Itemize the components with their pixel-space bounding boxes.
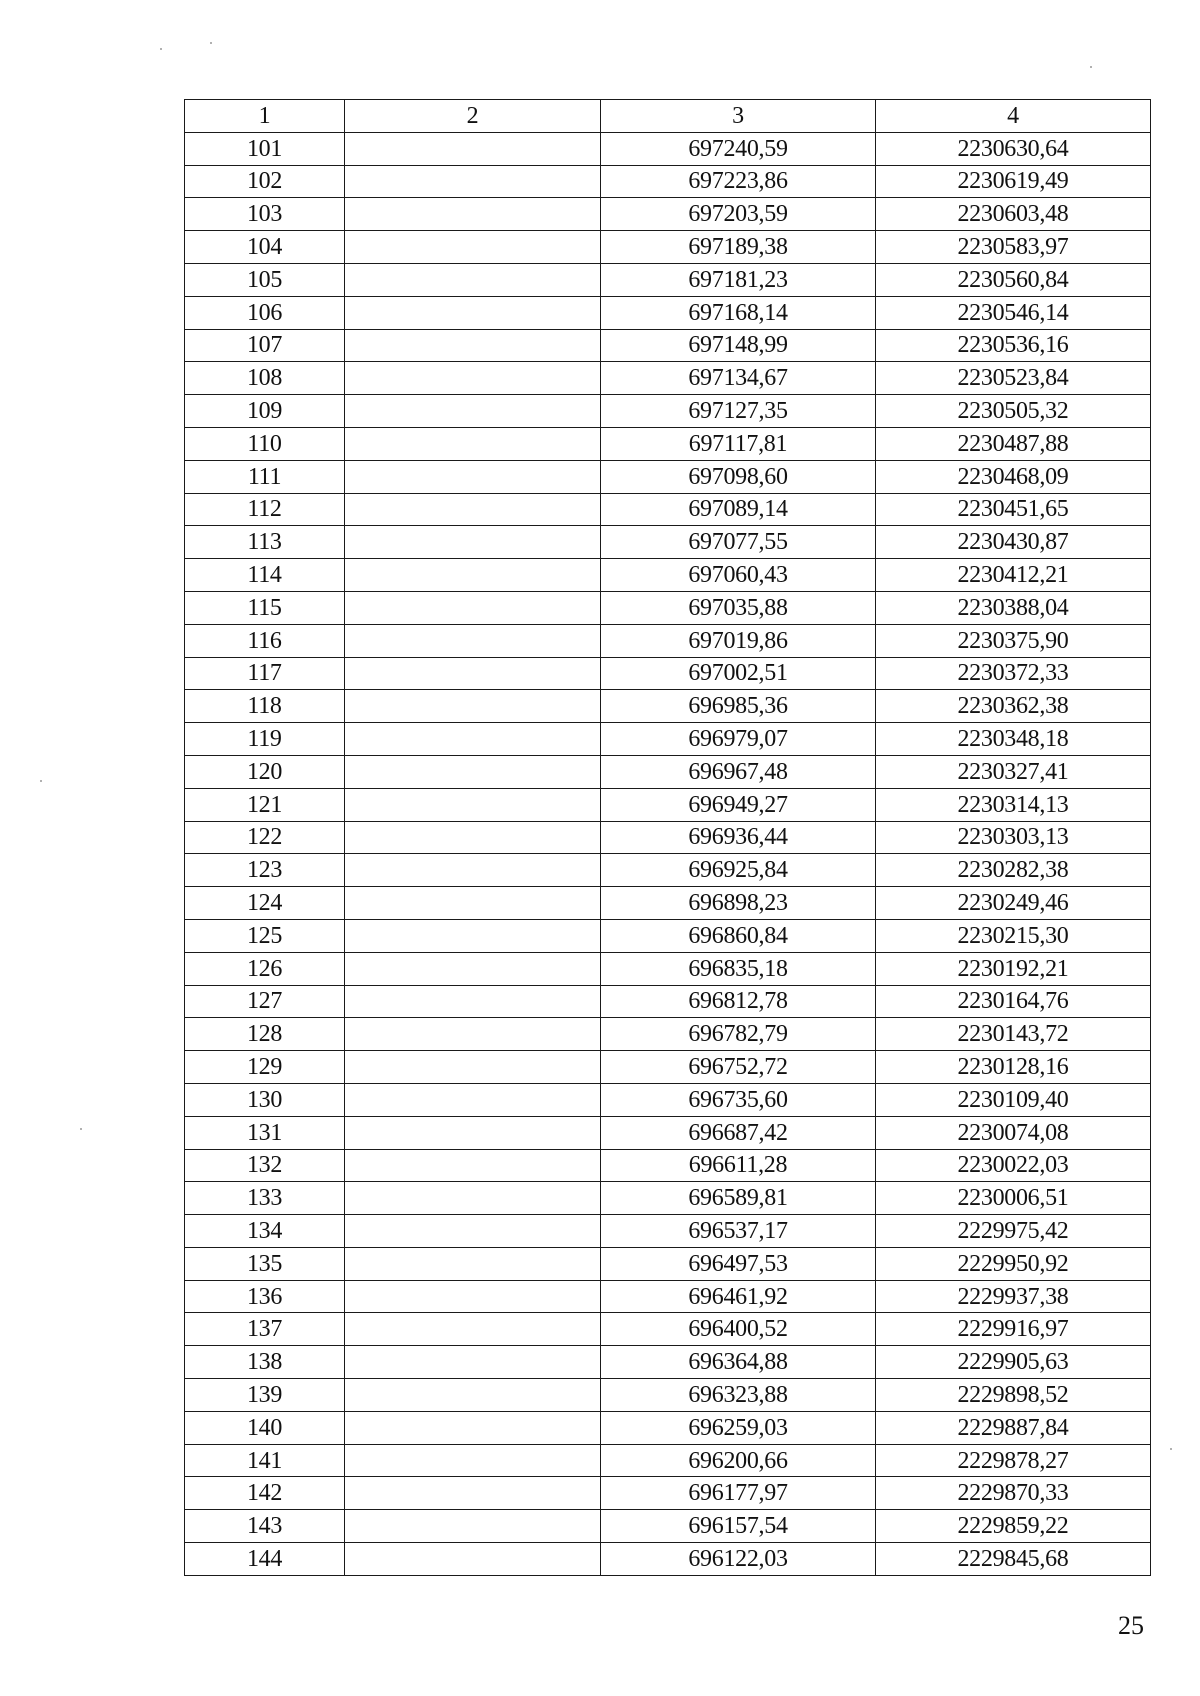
coordinate-x-cell: 697060,43 xyxy=(601,559,876,592)
point-number-cell: 107 xyxy=(185,329,345,362)
coordinate-y-cell: 2229905,63 xyxy=(876,1346,1151,1379)
coordinate-x-cell: 696752,72 xyxy=(601,1051,876,1084)
point-number-cell: 130 xyxy=(185,1083,345,1116)
table-row xyxy=(185,427,1151,460)
coordinate-y-cell: 2229916,97 xyxy=(876,1313,1151,1346)
table-row xyxy=(185,559,1151,592)
point-number-cell: 106 xyxy=(185,296,345,329)
coordinate-y-cell: 2230505,32 xyxy=(876,395,1151,428)
coordinate-x-cell: 696936,44 xyxy=(601,821,876,854)
description-cell xyxy=(345,1313,601,1346)
point-number-cell: 142 xyxy=(185,1477,345,1510)
column-header-4: 4 xyxy=(876,100,1151,133)
table-row xyxy=(185,821,1151,854)
table-row xyxy=(185,493,1151,526)
coordinate-x-cell: 697168,14 xyxy=(601,296,876,329)
coordinate-y-cell: 2230468,09 xyxy=(876,460,1151,493)
point-number-cell: 137 xyxy=(185,1313,345,1346)
table-row xyxy=(185,1116,1151,1149)
coordinate-y-cell: 2230451,65 xyxy=(876,493,1151,526)
description-cell xyxy=(345,854,601,887)
coordinate-y-cell: 2230128,16 xyxy=(876,1051,1151,1084)
coordinate-y-cell: 2230074,08 xyxy=(876,1116,1151,1149)
table-row xyxy=(185,591,1151,624)
coordinate-x-cell: 697117,81 xyxy=(601,427,876,460)
coordinate-x-cell: 696364,88 xyxy=(601,1346,876,1379)
point-number-cell: 113 xyxy=(185,526,345,559)
scan-speck xyxy=(160,48,162,50)
point-number-cell: 112 xyxy=(185,493,345,526)
coordinate-y-cell: 2230523,84 xyxy=(876,362,1151,395)
coordinate-y-cell: 2230362,38 xyxy=(876,690,1151,723)
coordinate-x-cell: 697127,35 xyxy=(601,395,876,428)
coordinate-y-cell: 2230619,49 xyxy=(876,165,1151,198)
point-number-cell: 104 xyxy=(185,231,345,264)
table-row xyxy=(185,723,1151,756)
scan-speck xyxy=(40,780,42,782)
coordinate-x-cell: 696611,28 xyxy=(601,1149,876,1182)
scan-speck xyxy=(210,42,212,44)
coordinate-x-cell: 697019,86 xyxy=(601,624,876,657)
coordinate-y-cell: 2230603,48 xyxy=(876,198,1151,231)
coordinate-x-cell: 696898,23 xyxy=(601,887,876,920)
description-cell xyxy=(345,1444,601,1477)
point-number-cell: 128 xyxy=(185,1018,345,1051)
table-row xyxy=(185,231,1151,264)
coordinate-x-cell: 697077,55 xyxy=(601,526,876,559)
coordinate-x-cell: 696735,60 xyxy=(601,1083,876,1116)
coordinate-x-cell: 697203,59 xyxy=(601,198,876,231)
point-number-cell: 132 xyxy=(185,1149,345,1182)
description-cell xyxy=(345,887,601,920)
description-cell xyxy=(345,1510,601,1543)
description-cell xyxy=(345,395,601,428)
coordinate-x-cell: 696860,84 xyxy=(601,919,876,952)
table-row xyxy=(185,1280,1151,1313)
description-cell xyxy=(345,755,601,788)
point-number-cell: 110 xyxy=(185,427,345,460)
coordinate-y-cell: 2230487,88 xyxy=(876,427,1151,460)
point-number-cell: 101 xyxy=(185,132,345,165)
description-cell xyxy=(345,460,601,493)
table-row xyxy=(185,1247,1151,1280)
table-row xyxy=(185,1444,1151,1477)
description-cell xyxy=(345,919,601,952)
coordinate-x-cell: 696177,97 xyxy=(601,1477,876,1510)
coordinate-x-cell: 696157,54 xyxy=(601,1510,876,1543)
coordinate-x-cell: 696497,53 xyxy=(601,1247,876,1280)
description-cell xyxy=(345,132,601,165)
description-cell xyxy=(345,591,601,624)
table-row xyxy=(185,165,1151,198)
coordinate-x-cell: 696589,81 xyxy=(601,1182,876,1215)
description-cell xyxy=(345,1051,601,1084)
coordinate-x-cell: 696122,03 xyxy=(601,1543,876,1576)
coordinate-x-cell: 696537,17 xyxy=(601,1215,876,1248)
table-row xyxy=(185,788,1151,821)
coordinate-y-cell: 2230143,72 xyxy=(876,1018,1151,1051)
description-cell xyxy=(345,1182,601,1215)
table-row xyxy=(185,1411,1151,1444)
coordinate-y-cell: 2230314,13 xyxy=(876,788,1151,821)
description-cell xyxy=(345,165,601,198)
point-number-cell: 144 xyxy=(185,1543,345,1576)
description-cell xyxy=(345,1411,601,1444)
coordinate-y-cell: 2229898,52 xyxy=(876,1379,1151,1412)
table-row xyxy=(185,1215,1151,1248)
page-number: 25 xyxy=(1118,1611,1144,1640)
coordinate-x-cell: 697181,23 xyxy=(601,263,876,296)
coordinate-y-cell: 2230327,41 xyxy=(876,755,1151,788)
description-cell xyxy=(345,1215,601,1248)
description-cell xyxy=(345,788,601,821)
table-row xyxy=(185,1346,1151,1379)
coordinate-y-cell: 2230109,40 xyxy=(876,1083,1151,1116)
coordinate-y-cell: 2229859,22 xyxy=(876,1510,1151,1543)
coordinate-x-cell: 696782,79 xyxy=(601,1018,876,1051)
coordinate-y-cell: 2230375,90 xyxy=(876,624,1151,657)
coordinate-y-cell: 2229975,42 xyxy=(876,1215,1151,1248)
coordinate-y-cell: 2229937,38 xyxy=(876,1280,1151,1313)
table-row xyxy=(185,1477,1151,1510)
point-number-cell: 123 xyxy=(185,854,345,887)
coordinate-y-cell: 2230412,21 xyxy=(876,559,1151,592)
coordinate-x-cell: 697098,60 xyxy=(601,460,876,493)
coordinate-y-cell: 2230536,16 xyxy=(876,329,1151,362)
description-cell xyxy=(345,1379,601,1412)
table-row xyxy=(185,132,1151,165)
point-number-cell: 105 xyxy=(185,263,345,296)
table-row xyxy=(185,395,1151,428)
table-row xyxy=(185,1313,1151,1346)
coordinate-y-cell: 2230348,18 xyxy=(876,723,1151,756)
description-cell xyxy=(345,1083,601,1116)
point-number-cell: 131 xyxy=(185,1116,345,1149)
point-number-cell: 103 xyxy=(185,198,345,231)
coordinate-y-cell: 2230249,46 xyxy=(876,887,1151,920)
point-number-cell: 126 xyxy=(185,952,345,985)
point-number-cell: 118 xyxy=(185,690,345,723)
coordinate-x-cell: 696812,78 xyxy=(601,985,876,1018)
coordinate-x-cell: 696925,84 xyxy=(601,854,876,887)
description-cell xyxy=(345,263,601,296)
coordinate-y-cell: 2230630,64 xyxy=(876,132,1151,165)
table-header-row xyxy=(185,100,1151,133)
description-cell xyxy=(345,198,601,231)
coordinate-y-cell: 2230372,33 xyxy=(876,657,1151,690)
coordinate-x-cell: 697002,51 xyxy=(601,657,876,690)
point-number-cell: 127 xyxy=(185,985,345,1018)
coordinate-x-cell: 697240,59 xyxy=(601,132,876,165)
description-cell xyxy=(345,427,601,460)
table-row xyxy=(185,1018,1151,1051)
point-number-cell: 117 xyxy=(185,657,345,690)
coordinate-y-cell: 2230583,97 xyxy=(876,231,1151,264)
table-row xyxy=(185,887,1151,920)
coordinate-x-cell: 697089,14 xyxy=(601,493,876,526)
table-row xyxy=(185,952,1151,985)
column-header-1: 1 xyxy=(185,100,345,133)
coordinate-y-cell: 2230215,30 xyxy=(876,919,1151,952)
scan-speck xyxy=(1170,1448,1172,1450)
coordinates-table xyxy=(184,99,1151,1576)
description-cell xyxy=(345,1543,601,1576)
description-cell xyxy=(345,1149,601,1182)
point-number-cell: 122 xyxy=(185,821,345,854)
coordinate-x-cell: 696323,88 xyxy=(601,1379,876,1412)
table-row xyxy=(185,657,1151,690)
description-cell xyxy=(345,1346,601,1379)
coordinate-y-cell: 2230164,76 xyxy=(876,985,1151,1018)
table-row xyxy=(185,755,1151,788)
description-cell xyxy=(345,1477,601,1510)
coordinate-y-cell: 2229887,84 xyxy=(876,1411,1151,1444)
table-row xyxy=(185,1051,1151,1084)
point-number-cell: 102 xyxy=(185,165,345,198)
coordinate-y-cell: 2230282,38 xyxy=(876,854,1151,887)
description-cell xyxy=(345,821,601,854)
table-row xyxy=(185,329,1151,362)
coordinate-x-cell: 696949,27 xyxy=(601,788,876,821)
description-cell xyxy=(345,559,601,592)
point-number-cell: 129 xyxy=(185,1051,345,1084)
coordinate-y-cell: 2229950,92 xyxy=(876,1247,1151,1280)
table-row xyxy=(185,985,1151,1018)
scan-speck xyxy=(80,1128,82,1130)
coordinate-y-cell: 2229870,33 xyxy=(876,1477,1151,1510)
point-number-cell: 125 xyxy=(185,919,345,952)
scan-speck xyxy=(1090,66,1092,68)
table-row xyxy=(185,854,1151,887)
table-row xyxy=(185,1083,1151,1116)
coordinate-x-cell: 697223,86 xyxy=(601,165,876,198)
coordinate-x-cell: 696461,92 xyxy=(601,1280,876,1313)
description-cell xyxy=(345,493,601,526)
coordinate-y-cell: 2230022,03 xyxy=(876,1149,1151,1182)
point-number-cell: 114 xyxy=(185,559,345,592)
description-cell xyxy=(345,690,601,723)
coordinate-x-cell: 696200,66 xyxy=(601,1444,876,1477)
point-number-cell: 115 xyxy=(185,591,345,624)
point-number-cell: 108 xyxy=(185,362,345,395)
table-row xyxy=(185,460,1151,493)
coordinate-y-cell: 2230303,13 xyxy=(876,821,1151,854)
description-cell xyxy=(345,1247,601,1280)
point-number-cell: 138 xyxy=(185,1346,345,1379)
coordinate-y-cell: 2230006,51 xyxy=(876,1182,1151,1215)
table-row xyxy=(185,362,1151,395)
point-number-cell: 119 xyxy=(185,723,345,756)
coordinate-x-cell: 696687,42 xyxy=(601,1116,876,1149)
coordinate-x-cell: 697134,67 xyxy=(601,362,876,395)
coordinate-y-cell: 2230546,14 xyxy=(876,296,1151,329)
coordinate-x-cell: 696985,36 xyxy=(601,690,876,723)
description-cell xyxy=(345,624,601,657)
description-cell xyxy=(345,985,601,1018)
point-number-cell: 109 xyxy=(185,395,345,428)
point-number-cell: 136 xyxy=(185,1280,345,1313)
point-number-cell: 134 xyxy=(185,1215,345,1248)
coordinate-y-cell: 2229878,27 xyxy=(876,1444,1151,1477)
description-cell xyxy=(345,952,601,985)
point-number-cell: 111 xyxy=(185,460,345,493)
point-number-cell: 141 xyxy=(185,1444,345,1477)
table-row xyxy=(185,526,1151,559)
description-cell xyxy=(345,362,601,395)
table-row xyxy=(185,198,1151,231)
table-row xyxy=(185,624,1151,657)
coordinate-x-cell: 696979,07 xyxy=(601,723,876,756)
point-number-cell: 120 xyxy=(185,755,345,788)
description-cell xyxy=(345,526,601,559)
description-cell xyxy=(345,1018,601,1051)
table-row xyxy=(185,1543,1151,1576)
table-row xyxy=(185,1149,1151,1182)
coordinate-y-cell: 2230430,87 xyxy=(876,526,1151,559)
column-header-3: 3 xyxy=(601,100,876,133)
description-cell xyxy=(345,231,601,264)
point-number-cell: 121 xyxy=(185,788,345,821)
point-number-cell: 143 xyxy=(185,1510,345,1543)
coordinate-y-cell: 2230388,04 xyxy=(876,591,1151,624)
coordinate-x-cell: 696259,03 xyxy=(601,1411,876,1444)
coordinate-x-cell: 696967,48 xyxy=(601,755,876,788)
point-number-cell: 135 xyxy=(185,1247,345,1280)
description-cell xyxy=(345,1116,601,1149)
table-body xyxy=(185,132,1151,1575)
description-cell xyxy=(345,723,601,756)
point-number-cell: 140 xyxy=(185,1411,345,1444)
point-number-cell: 133 xyxy=(185,1182,345,1215)
coordinate-y-cell: 2230192,21 xyxy=(876,952,1151,985)
table-row xyxy=(185,1182,1151,1215)
coordinate-y-cell: 2230560,84 xyxy=(876,263,1151,296)
coordinate-y-cell: 2229845,68 xyxy=(876,1543,1151,1576)
table-row xyxy=(185,1379,1151,1412)
description-cell xyxy=(345,329,601,362)
point-number-cell: 139 xyxy=(185,1379,345,1412)
table-row xyxy=(185,296,1151,329)
description-cell xyxy=(345,657,601,690)
table-row xyxy=(185,690,1151,723)
coordinate-x-cell: 697189,38 xyxy=(601,231,876,264)
table-row xyxy=(185,919,1151,952)
description-cell xyxy=(345,296,601,329)
table-row xyxy=(185,1510,1151,1543)
coordinate-x-cell: 696835,18 xyxy=(601,952,876,985)
column-header-2: 2 xyxy=(345,100,601,133)
point-number-cell: 124 xyxy=(185,887,345,920)
coordinate-x-cell: 697148,99 xyxy=(601,329,876,362)
table-row xyxy=(185,263,1151,296)
point-number-cell: 116 xyxy=(185,624,345,657)
description-cell xyxy=(345,1280,601,1313)
coordinate-x-cell: 697035,88 xyxy=(601,591,876,624)
coordinate-x-cell: 696400,52 xyxy=(601,1313,876,1346)
